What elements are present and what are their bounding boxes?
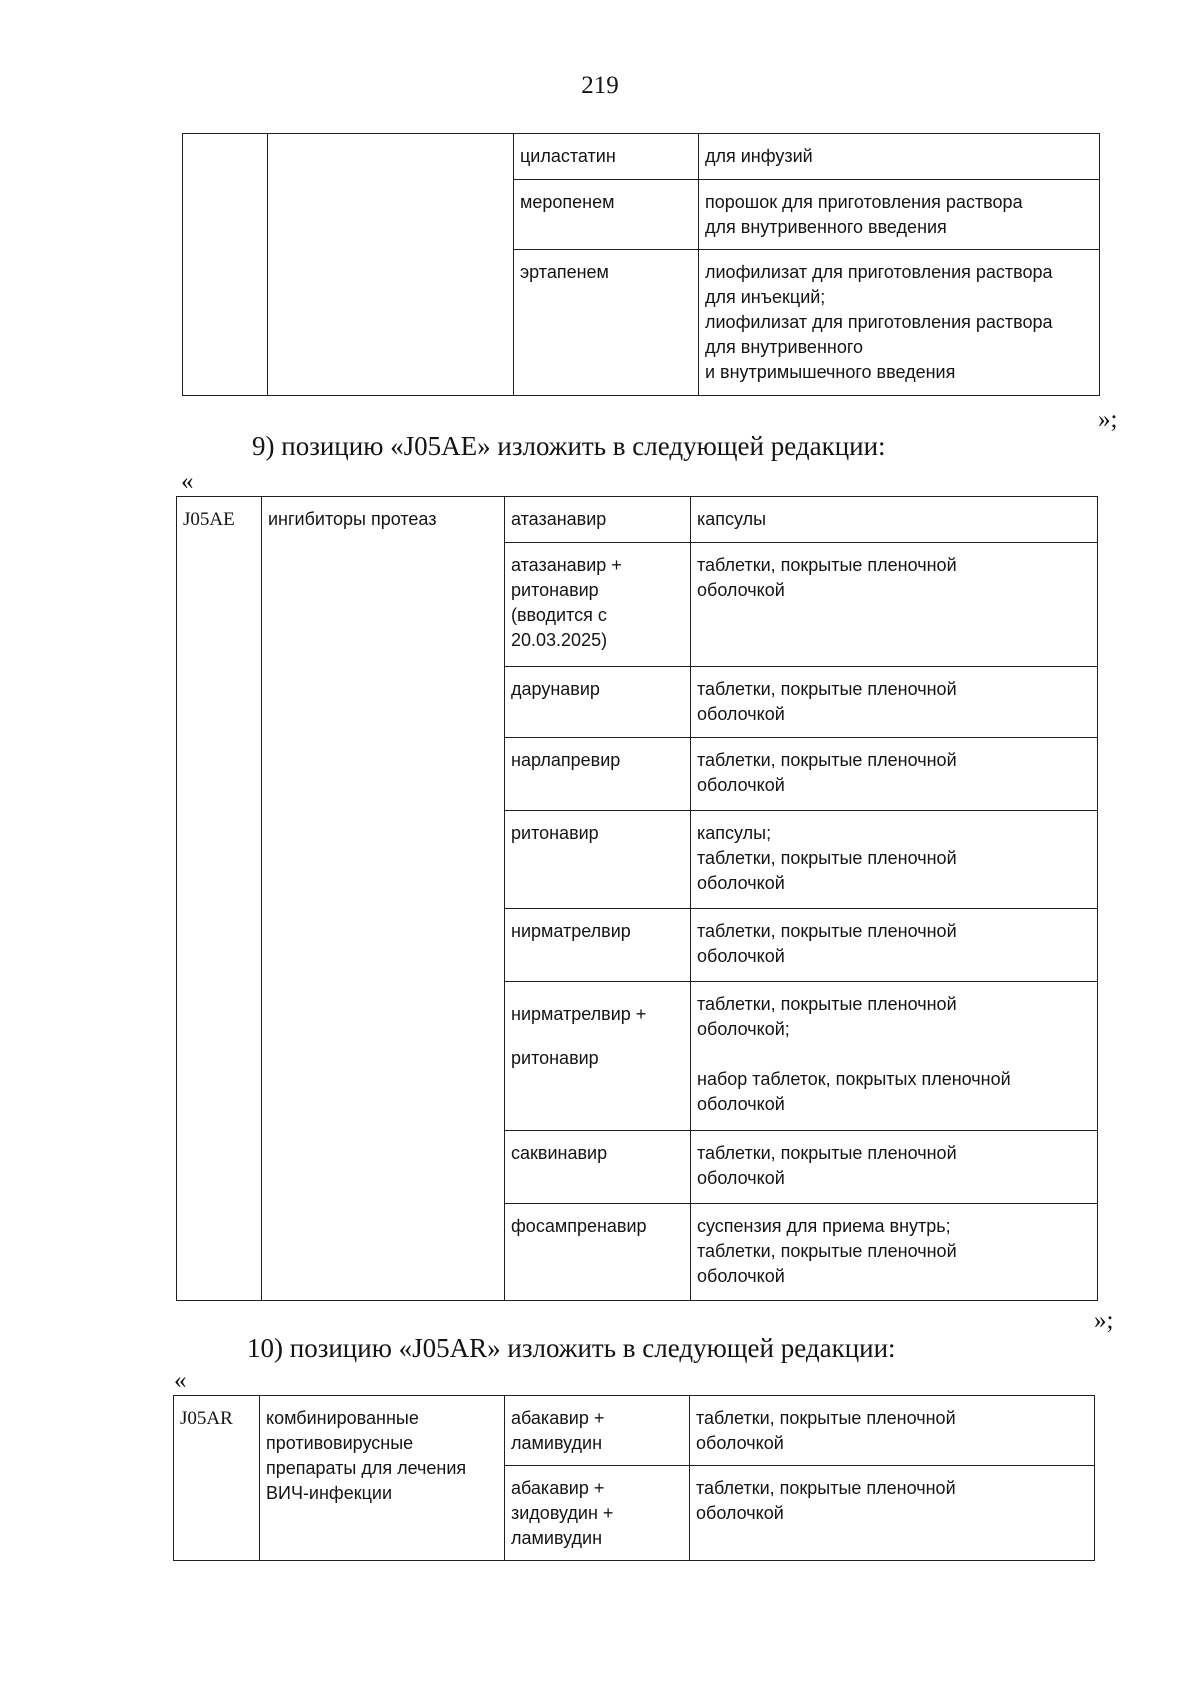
- drug-name-cell: атазанавир: [505, 497, 691, 543]
- drug-name-cell: ритонавир: [505, 811, 691, 909]
- table-row: [177, 497, 1098, 543]
- opening-quote: «: [181, 468, 194, 495]
- j05ar-table: [173, 1395, 1095, 1561]
- drug-name-cell: абакавир + зидовудин + ламивудин: [505, 1466, 690, 1561]
- drug-name-cell: эртапенем: [514, 250, 699, 396]
- group-cell: ингибиторы протеаз: [262, 497, 505, 1301]
- drug-name-cell: фосампренавир: [505, 1204, 691, 1301]
- opening-quote: «: [174, 1367, 187, 1394]
- dosage-form-cell: таблетки, покрытые пленочной оболочкой: [691, 909, 1098, 982]
- drug-name-cell: меропенем: [514, 180, 699, 250]
- drug-name-cell: нарлапревир: [505, 738, 691, 811]
- code-cell-empty: [183, 134, 268, 396]
- drug-name-cell: дарунавир: [505, 667, 691, 738]
- drug-name-cell: абакавир + ламивудин: [505, 1396, 690, 1466]
- dosage-form-cell: таблетки, покрытые пленочной оболочкой: [691, 1131, 1098, 1204]
- dosage-form-cell: для инфузий: [699, 134, 1100, 180]
- dosage-form-cell: таблетки, покрытые пленочной оболочкой: [690, 1466, 1095, 1561]
- dosage-form-cell: лиофилизат для приготовления раствора для инъекций; лиофилизат для приготовления раствора для внутривенного и внутримышечного введения: [699, 250, 1100, 396]
- dosage-form-cell: капсулы; таблетки, покрытые пленочной оболочкой: [691, 811, 1098, 909]
- section-heading: 9) позицию «J05AE» изложить в следующей редакции:: [252, 431, 886, 461]
- closing-quote: »;: [1094, 1307, 1114, 1334]
- drug-name-cell: атазанавир + ритонавир (вводится с 20.03.2025): [505, 543, 691, 667]
- dosage-form-cell: таблетки, покрытые пленочной оболочкой: [691, 738, 1098, 811]
- drug-name-cell: циластатин: [514, 134, 699, 180]
- closing-quote: »;: [1098, 406, 1118, 433]
- table-row: [183, 134, 1100, 180]
- group-cell: комбинированные противовирусные препараты для лечения ВИЧ-инфекции: [260, 1396, 505, 1561]
- dosage-form-cell: суспензия для приема внутрь; таблетки, покрытые пленочной оболочкой: [691, 1204, 1098, 1301]
- dosage-form-cell: таблетки, покрытые пленочной оболочкой; набор таблеток, покрытых пленочной оболочкой: [691, 982, 1098, 1131]
- atc-code-cell: J05AR: [174, 1396, 260, 1561]
- dosage-form-cell: таблетки, покрытые пленочной оболочкой: [690, 1396, 1095, 1466]
- section-heading: 10) позицию «J05AR» изложить в следующей редакции:: [247, 1333, 896, 1363]
- group-cell-empty: [268, 134, 514, 396]
- continuation-table: [182, 133, 1100, 396]
- dosage-form-cell: капсулы: [691, 497, 1098, 543]
- table-row: [174, 1396, 1095, 1466]
- drug-name-cell: нирматрелвир + ритонавир: [505, 982, 691, 1131]
- atc-code-cell: J05AE: [177, 497, 262, 1301]
- page-number: 219: [581, 72, 619, 99]
- dosage-form-cell: порошок для приготовления раствора для внутривенного введения: [699, 180, 1100, 250]
- dosage-form-cell: таблетки, покрытые пленочной оболочкой: [691, 543, 1098, 667]
- drug-name-cell: саквинавир: [505, 1131, 691, 1204]
- j05ae-table: [176, 496, 1098, 1301]
- drug-name-cell: нирматрелвир: [505, 909, 691, 982]
- dosage-form-cell: таблетки, покрытые пленочной оболочкой: [691, 667, 1098, 738]
